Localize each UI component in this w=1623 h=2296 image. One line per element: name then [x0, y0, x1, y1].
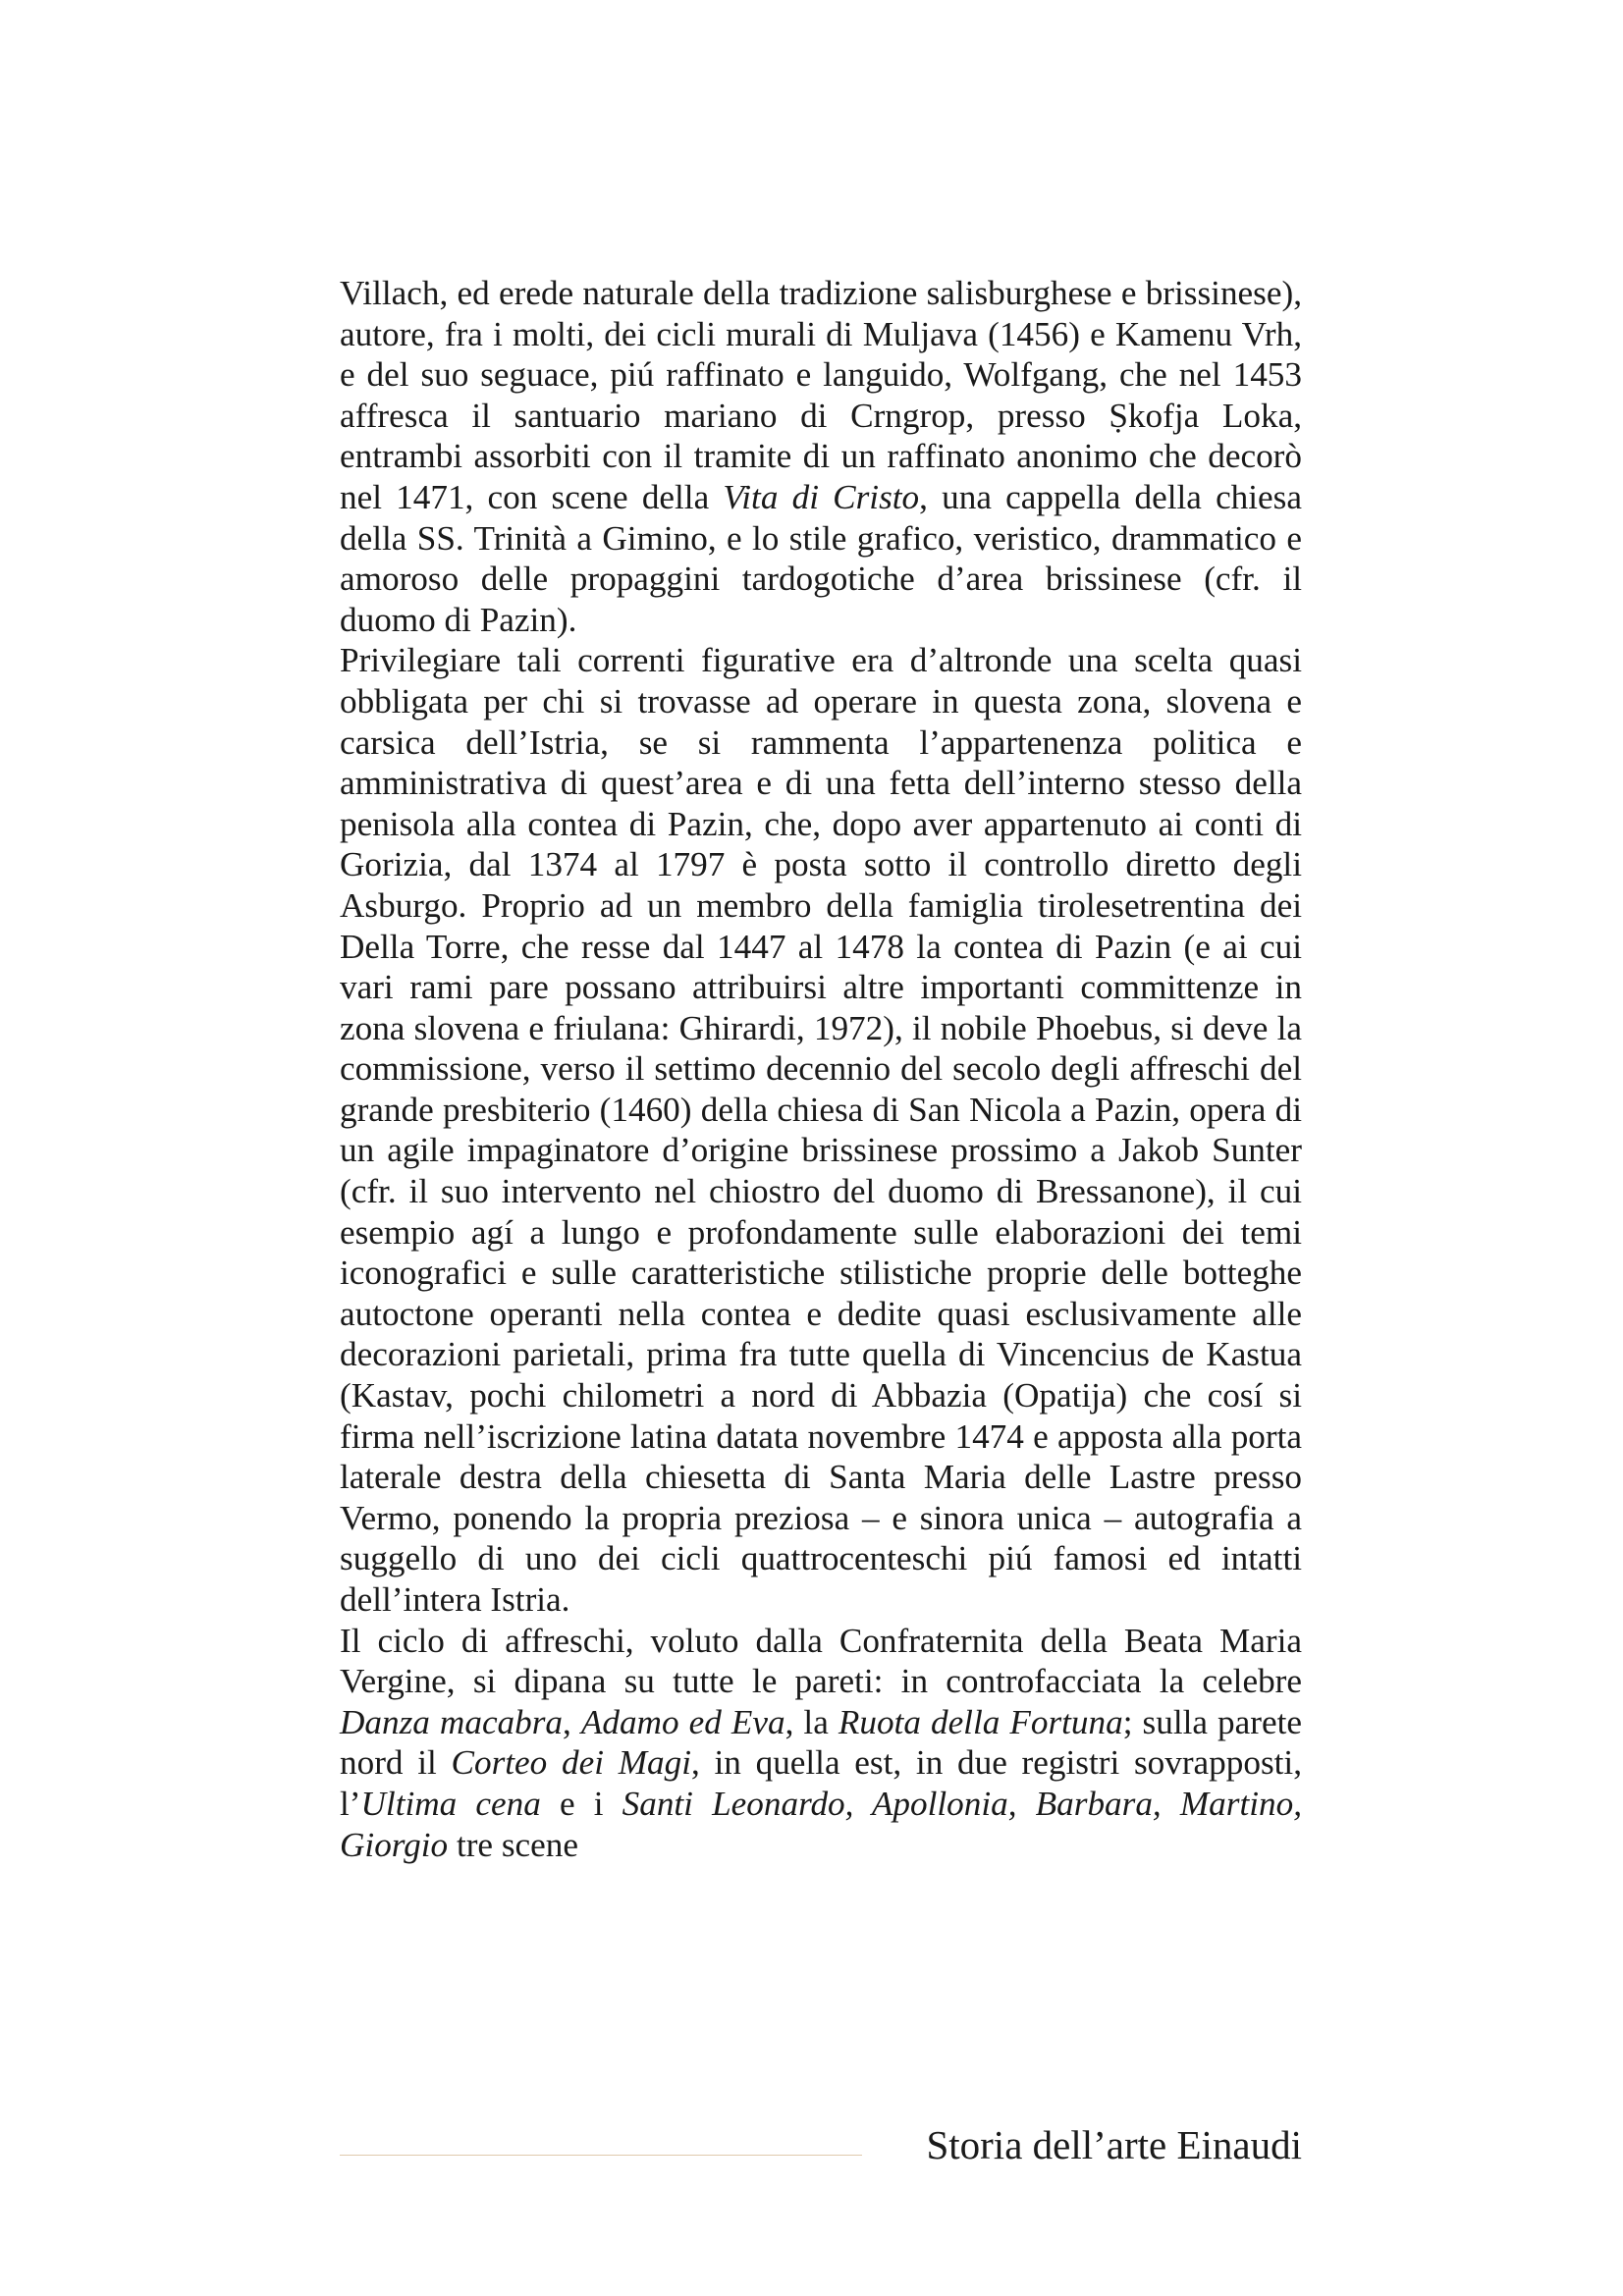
- paragraph-1-text-b: , una cappella della chiesa della SS. Trinità a Gimino, e lo stile grafico, veristico, drammatico e amoroso delle propaggini tardogotiche d’area brissinese (cfr. il duomo di Pazin).: [340, 477, 1302, 639]
- paragraph-1-text-a: Villach, ed erede naturale della tradizione salisburghese e brissinese), autore, fra i molti, dei cicli murali di Muljava (1456) e Kamenu Vrh, e del suo seguace, piú raffinato e languido, Wolfgang, che nel 1453 affresca il santuario mariano di Crngrop, presso Ṣkofja Loka, entrambi assorbiti con il tramite di un raffinato anonimo che decorò nel 1471, con scene della: [340, 274, 1302, 516]
- paragraph-3-text-f: e i: [540, 1784, 622, 1823]
- italic-danza-macabra: Danza macabra: [340, 1702, 564, 1741]
- footer-divider: [340, 2155, 862, 2156]
- italic-corteo-dei-magi: Corteo dei Magi: [451, 1743, 691, 1783]
- italic-adamo-ed-eva: Adamo ed Eva: [580, 1702, 785, 1741]
- paragraph-3-text-g: tre scene: [448, 1825, 578, 1864]
- italic-ruota-della-fortuna: Ruota della Fortuna: [838, 1702, 1123, 1741]
- paragraph-1-italic-title: Vita di Cristo: [723, 477, 920, 516]
- paragraph-3-text-b: ,: [563, 1702, 581, 1741]
- italic-ultima-cena: Ultima cena: [360, 1784, 541, 1823]
- main-text: [340, 273, 1302, 1865]
- paragraph-1: [340, 273, 1302, 640]
- italic-santi-list: Santi Leonardo, Apollonia, Barbara, Martino, Giorgio: [340, 1784, 1302, 1864]
- footer-series-title: Storia dell’arte Einaudi: [926, 2122, 1302, 2167]
- paragraph-2: Privilegiare tali correnti figurative era d’altronde una scelta quasi obbligata per chi si trovasse ad operare in questa zona, slovena e carsica dell’Istria, se si rammenta l’appartenenza politica e amministrativa di quest’area e di una fetta dell’interno stesso della penisola alla contea di Pazin, che, dopo aver appartenuto ai conti di Gorizia, dal 1374 al 1797 è posta sotto il controllo diretto degli Asburgo. Proprio ad un membro della famiglia tirolesetrentina dei Della Torre, che resse dal 1447 al 1478 la contea di Pazin (e ai cui vari rami pare possano attribuirsi altre importanti committenze in zona slovena e friulana: Ghirardi, 1972), il nobile Phoebus, si deve la commissione, verso il settimo decennio del secolo degli affreschi del grande presbiterio (1460) della chiesa di San Nicola a Pazin, opera di un agile impaginatore d’origine brissinese prossimo a Jakob Sunter (cfr. il suo intervento nel chiostro del duomo di Bressanone), il cui esempio agí a lungo e profondamente sulle elaborazioni dei temi iconografici e sulle caratteristiche stilistiche proprie delle botteghe autoctone operanti nella contea e dedite quasi esclusivamente alle decorazioni parietali, prima fra tutte quella di Vincencius de Kastua (Kastav, pochi chilometri a nord di Abbazia (Opatija) che cosí si firma nell’iscrizione latina datata novembre 1474 e apposta alla porta laterale destra della chiesetta di Santa Maria delle Lastre presso Vermo, ponendo la propria preziosa – e sinora unica – autografia a suggello di uno dei cicli quattrocenteschi piú famosi ed intatti dell’intera Istria.: [340, 641, 1302, 1619]
- paragraph-3-text-e: , in quella est, in due registri sovrapposti, l’: [340, 1743, 1302, 1823]
- paragraph-3-text-a: Il ciclo di affreschi, voluto dalla Confraternita della Beata Maria Vergine, si dipana su tutte le pareti: in controfacciata la celebre: [340, 1621, 1302, 1701]
- paragraph-3-text-d: ; sulla parete nord il: [340, 1702, 1302, 1783]
- paragraph-3-text-c: , la: [784, 1702, 839, 1741]
- paragraph-3: [340, 1621, 1302, 1866]
- page-footer: [340, 2108, 1302, 2166]
